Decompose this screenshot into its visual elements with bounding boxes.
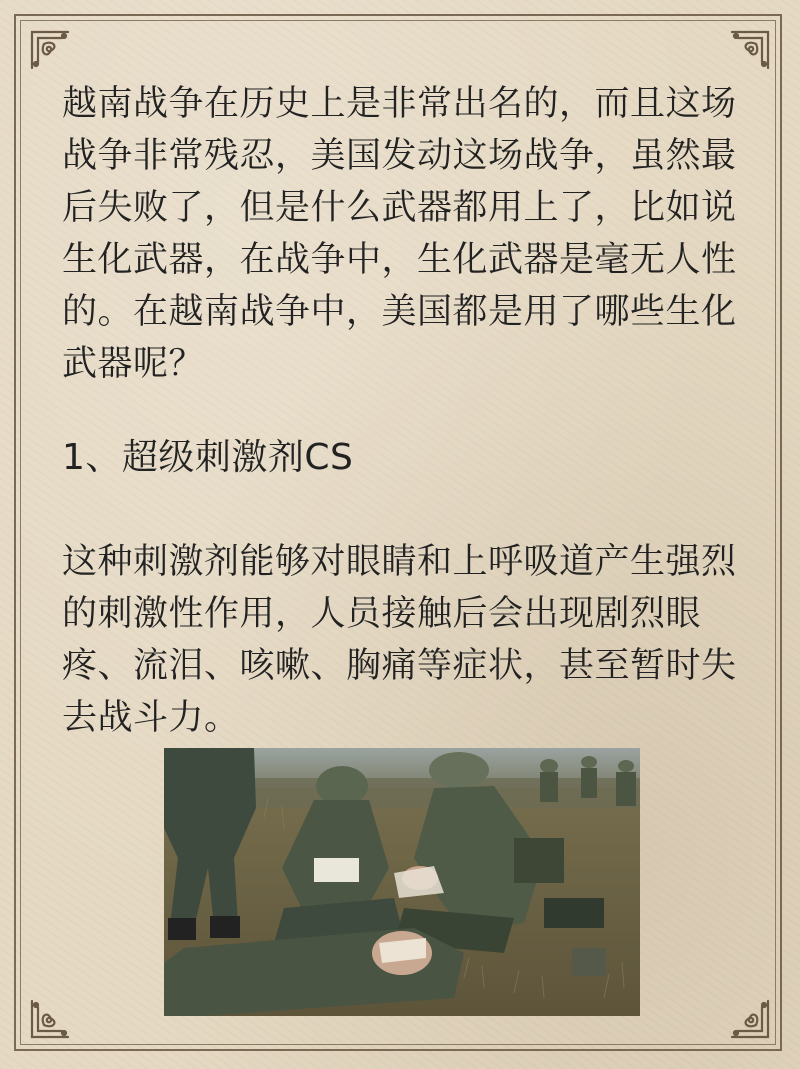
section-body-paragraph: 这种刺激剂能够对眼睛和上呼吸道产生强烈的刺激性作用，人员接触后会出现剧烈眼疼、流泪、咳嗽、胸痛等症状，甚至暂时失去战斗力。 — [62, 542, 737, 738]
section-heading: 1、超级刺激剂CS — [62, 437, 354, 478]
ornament-corner-icon — [28, 997, 72, 1041]
intro-paragraph: 越南战争在历史上是非常出名的，而且这场战争非常残忍，美国发动这场战争，虽然最后失败了，但是什么武器都用上了，比如说生化武器，在战争中，生化武器是毫无人性的。在越南战争中，美国都是用了哪些生化武器呢？ — [62, 84, 737, 384]
ornament-corner-icon — [28, 28, 72, 72]
war-photo — [164, 748, 640, 1016]
ornament-corner-icon — [728, 28, 772, 72]
ornament-corner-icon — [728, 997, 772, 1041]
